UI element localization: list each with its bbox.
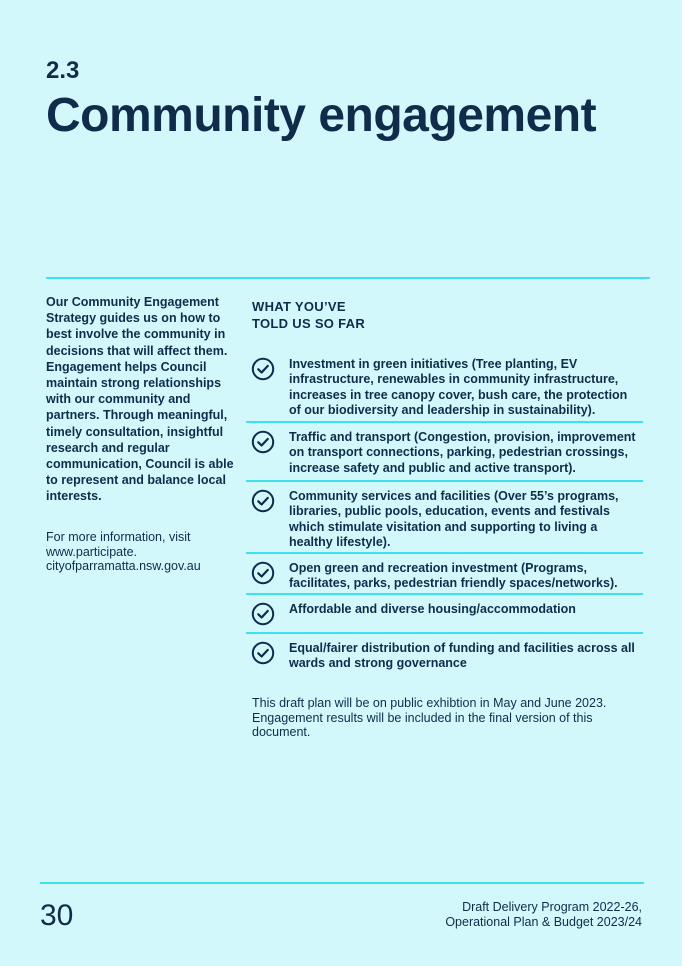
list-item: [246, 595, 643, 634]
check-circle-icon: [251, 602, 275, 626]
exhibition-note: This draft plan will be on public exhibtion in May and June 2023. Engagement results will be included in the final version of this document.: [252, 696, 607, 739]
feedback-heading: WHAT YOU’VE TOLD US SO FAR: [252, 299, 366, 331]
footer-divider: [40, 882, 644, 884]
page-title: Community engagement: [46, 89, 597, 142]
page-number: 30: [40, 899, 74, 932]
list-item-text: Traffic and transport (Congestion, provision, improvement on transport connections, parking, pedestrian crossings, increase safety and public and active transport).: [289, 430, 636, 475]
list-item-text: Community services and facilities (Over 55’s programs, libraries, public pools, education, events and festivals which stimulate visitation and supporting to living a healthy lifestyle).: [289, 489, 619, 549]
list-item: [246, 634, 643, 678]
check-circle-icon: [251, 641, 275, 665]
list-item: [246, 423, 643, 482]
footer-title-line-1: Draft Delivery Program 2022-26,: [462, 900, 642, 914]
list-item-text: Investment in green initiatives (Tree planting, EV infrastructure, renewables in community infrastructure, increases in tree canopy cover, bush care, the protection of our biodiversity and leadership in sustainability).: [289, 357, 628, 417]
feedback-list: [246, 350, 643, 678]
check-circle-icon: [251, 357, 275, 381]
more-info-text: For more information, visit www.participate. cityofparramatta.nsw.gov.au: [46, 530, 201, 573]
list-item: [246, 554, 643, 595]
list-item-text: Affordable and diverse housing/accommodation: [289, 602, 576, 616]
check-circle-icon: [251, 489, 275, 513]
list-item: [246, 482, 643, 554]
footer-title-line-2: Operational Plan & Budget 2023/24: [445, 915, 642, 929]
section-number: 2.3: [46, 57, 80, 84]
list-item-text: Equal/fairer distribution of funding and facilities across all wards and strong governance: [289, 641, 635, 671]
top-divider: [46, 277, 650, 279]
check-circle-icon: [251, 561, 275, 585]
check-circle-icon: [251, 430, 275, 454]
list-item: [246, 350, 643, 423]
list-item-text: Open green and recreation investment (Programs, facilitates, parks, pedestrian friendly spaces/networks).: [289, 561, 618, 591]
footer-document-title: [382, 900, 642, 930]
intro-paragraph: Our Community Engagement Strategy guides us on how to best involve the community in decisions that will affect them. Engagement helps Council maintain strong relationships with our community and partners. Through meaningful, timely consultation, insightful research and regular communication, Council is able to represent and balance local interests.: [46, 295, 234, 504]
